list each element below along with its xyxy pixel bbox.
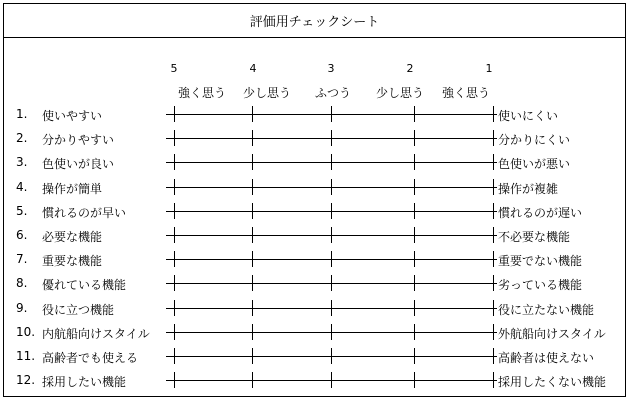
item-right-label: 使いにくい [498, 109, 559, 123]
rating-row [4, 200, 625, 224]
item-number: 11. [16, 349, 36, 363]
rating-tick-4[interactable] [252, 275, 253, 291]
item-left-label: 高齢者でも使える [42, 351, 139, 365]
scale-label-3: ふつう [314, 86, 351, 100]
rating-tick-1[interactable] [493, 179, 494, 195]
item-right-label: 慣れるのが遅い [498, 205, 583, 220]
rating-tick-4[interactable] [252, 227, 253, 243]
sheet-title: 評価用チェックシート [4, 4, 625, 38]
rating-tick-4[interactable] [252, 300, 253, 316]
rating-tick-2[interactable] [414, 130, 415, 146]
item-number: 7. [16, 252, 28, 267]
rating-tick-2[interactable] [414, 227, 415, 243]
rating-row [4, 272, 625, 296]
rating-row [4, 321, 625, 345]
rating-tick-3[interactable] [331, 300, 332, 316]
rating-tick-2[interactable] [414, 348, 415, 364]
item-left-label: 重要な機能 [42, 254, 103, 269]
rating-row [4, 224, 625, 248]
rating-tick-5[interactable] [174, 275, 175, 291]
item-number: 8. [16, 276, 28, 291]
scale-value-5: 5 [170, 62, 178, 75]
rating-tick-4[interactable] [252, 106, 253, 122]
scale-value-2: 2 [406, 62, 414, 75]
item-right-label: 外航船向けスタイル [498, 326, 606, 341]
rating-tick-3[interactable] [331, 227, 332, 243]
rating-tick-2[interactable] [414, 300, 415, 316]
rating-tick-3[interactable] [331, 179, 332, 195]
item-left-label: 内航船向けスタイル [42, 326, 150, 341]
rating-tick-2[interactable] [414, 203, 415, 219]
rating-tick-5[interactable] [174, 324, 175, 340]
rating-tick-4[interactable] [252, 130, 253, 146]
item-number: 1. [16, 107, 28, 121]
rating-tick-4[interactable] [252, 372, 253, 388]
rating-tick-4[interactable] [252, 348, 253, 364]
item-right-label: 役に立たない機能 [498, 302, 595, 317]
item-left-label: 役に立つ機能 [42, 302, 115, 317]
rating-tick-1[interactable] [493, 300, 494, 316]
rating-tick-3[interactable] [331, 372, 332, 388]
item-left-label: 操作が簡単 [42, 181, 103, 196]
evaluation-sheet [3, 3, 626, 397]
rating-tick-2[interactable] [414, 179, 415, 195]
item-right-label: 色使いが悪い [498, 157, 571, 172]
item-number: 12. [16, 373, 36, 388]
item-left-label: 優れている機能 [42, 278, 127, 293]
item-number: 9. [16, 300, 28, 315]
rating-tick-5[interactable] [174, 203, 175, 219]
rating-tick-5[interactable] [174, 348, 175, 364]
rating-tick-2[interactable] [414, 324, 415, 340]
rating-tick-1[interactable] [493, 324, 494, 340]
rating-tick-1[interactable] [493, 227, 494, 243]
item-left-label: 必要な機能 [42, 230, 103, 244]
rating-tick-3[interactable] [331, 275, 332, 291]
rating-tick-1[interactable] [493, 348, 494, 364]
rating-row [4, 151, 625, 175]
rating-tick-2[interactable] [414, 154, 415, 170]
rating-tick-3[interactable] [331, 324, 332, 340]
item-left-label: 使いやすい [42, 109, 103, 123]
rating-tick-5[interactable] [174, 179, 175, 195]
rating-row [4, 103, 625, 127]
rating-tick-1[interactable] [493, 372, 494, 388]
rating-tick-1[interactable] [493, 106, 494, 122]
rating-tick-4[interactable] [252, 179, 253, 195]
item-right-label: 操作が複雑 [498, 181, 559, 196]
rating-tick-1[interactable] [493, 154, 494, 170]
item-number: 5. [16, 203, 28, 218]
item-number: 3. [16, 155, 28, 170]
item-right-label: 重要でない機能 [498, 254, 583, 269]
rating-tick-5[interactable] [174, 227, 175, 243]
item-left-label: 慣れるのが早い [42, 205, 127, 220]
rating-tick-3[interactable] [331, 154, 332, 170]
rating-row [4, 176, 625, 200]
rating-tick-3[interactable] [331, 130, 332, 146]
item-right-label: 高齢者は使えない [498, 351, 595, 365]
item-number: 4. [16, 179, 28, 194]
rating-tick-4[interactable] [252, 324, 253, 340]
scale-label-1: 強く思う [441, 86, 490, 100]
rating-tick-2[interactable] [414, 106, 415, 122]
item-right-label: 採用したくない機能 [498, 375, 607, 390]
rating-tick-3[interactable] [331, 251, 332, 267]
rating-tick-5[interactable] [174, 372, 175, 388]
scale-label-4: 少し思う [242, 86, 291, 100]
rating-tick-5[interactable] [174, 154, 175, 170]
rating-row [4, 369, 625, 393]
scale-value-3: 3 [327, 62, 335, 75]
rating-tick-3[interactable] [331, 348, 332, 364]
scale-label-5: 強く思う [177, 86, 226, 100]
scale-label-2: 少し思う [375, 86, 424, 100]
item-number: 6. [16, 228, 28, 242]
rating-tick-5[interactable] [174, 130, 175, 146]
rating-tick-1[interactable] [493, 251, 494, 267]
item-number: 2. [16, 131, 28, 146]
item-right-label: 劣っている機能 [498, 278, 583, 293]
rating-tick-2[interactable] [414, 251, 415, 267]
item-number: 10. [16, 324, 36, 339]
rating-tick-5[interactable] [174, 251, 175, 267]
rating-tick-2[interactable] [414, 275, 415, 291]
rating-tick-3[interactable] [331, 203, 332, 219]
item-right-label: 不必要な機能 [498, 230, 571, 244]
item-right-label: 分かりにくい [498, 133, 571, 148]
rating-row [4, 248, 625, 272]
rating-row [4, 345, 625, 369]
rating-tick-4[interactable] [252, 251, 253, 267]
rating-row [4, 297, 625, 321]
rating-tick-4[interactable] [252, 203, 253, 219]
scale-value-1: 1 [485, 62, 493, 75]
item-left-label: 色使いが良い [42, 157, 115, 172]
scale-value-4: 4 [249, 62, 257, 75]
item-left-label: 採用したい機能 [42, 375, 127, 390]
rating-tick-1[interactable] [493, 275, 494, 291]
rating-tick-5[interactable] [174, 106, 175, 122]
rating-tick-5[interactable] [174, 300, 175, 316]
rating-tick-2[interactable] [414, 372, 415, 388]
rating-tick-3[interactable] [331, 106, 332, 122]
rating-tick-1[interactable] [493, 203, 494, 219]
rating-tick-1[interactable] [493, 130, 494, 146]
rating-tick-4[interactable] [252, 154, 253, 170]
rating-row [4, 127, 625, 151]
item-left-label: 分かりやすい [42, 133, 115, 148]
